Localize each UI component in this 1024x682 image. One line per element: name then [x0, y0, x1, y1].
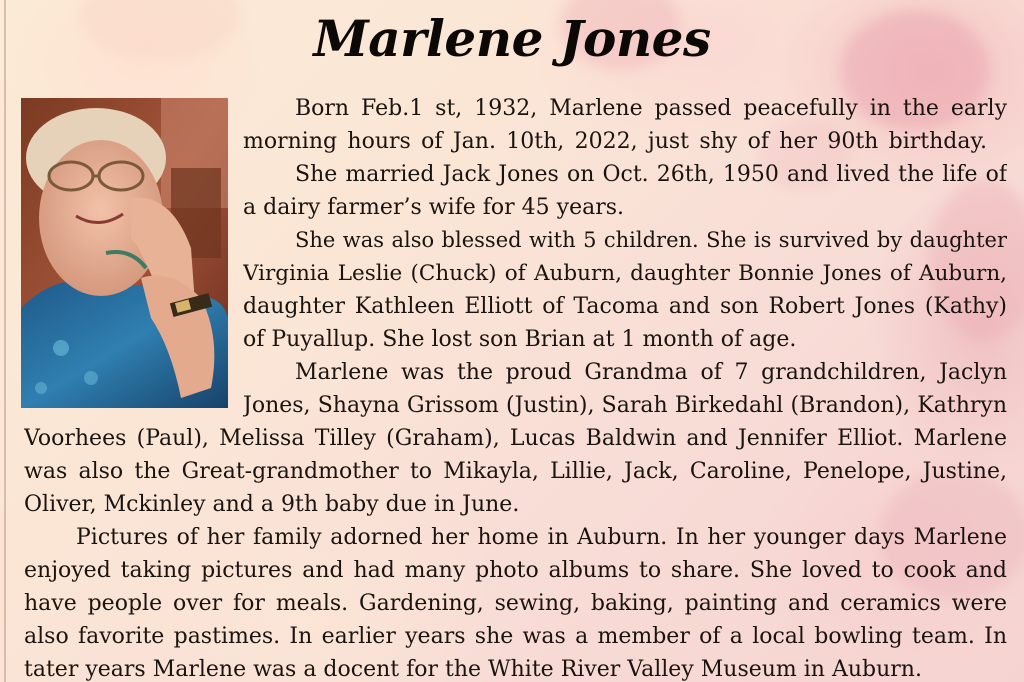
text-line: She was also blessed with 5 children. She is survived by daughter [295, 230, 1007, 252]
text-line: Pictures of her family adorned her home in Auburn. In her younger days Marlene [76, 527, 1007, 550]
text-line: was also the Great-grandmother to Mikayla, Lillie, Jack, Caroline, Penelope, Justine, [24, 461, 1007, 484]
text-line: of Puyallup. She lost son Brian at 1 month of age. [243, 327, 797, 352]
text-line: enjoyed taking pictures and had many photo albums to share. She loved to cook and [24, 560, 1007, 583]
text-line: Oliver, Mckinley and a 9th baby due in June. [24, 492, 520, 517]
text-line: a dairy farmer’s wife for 45 years. [243, 195, 625, 220]
text-line: Virginia Leslie (Chuck) of Auburn, daughter Bonnie Jones of Auburn, [243, 263, 1007, 286]
text-line: Marlene was the proud Grandma of 7 grandchildren, Jaclyn [295, 362, 1007, 385]
obituary-name: Marlene Jones [313, 9, 711, 68]
text-line: also favorite pastimes. In earlier years she was a member of a local bowling team. In [24, 626, 1007, 649]
text-line: daughter Kathleen Elliott of Tacoma and son Robert Jones (Kathy) [243, 296, 1007, 319]
text-line: Voorhees (Paul), Melissa Tilley (Graham), Lucas Baldwin and Jennifer Elliot. Marlene [24, 428, 1007, 451]
text-line: morning hours of Jan. 10th, 2022, just shy of her 90th birthday. [243, 131, 987, 154]
text-line: have people over for meals. Gardening, sewing, baking, painting and ceramics were [24, 593, 1007, 616]
text-line: Jones, Shayna Grissom (Justin), Sarah Birkedahl (Brandon), Kathryn [243, 395, 1007, 418]
text-line: tater years Marlene was a docent for the White River Valley Museum in Auburn. [24, 657, 922, 682]
text-line: Born Feb.1 st, 1932, Marlene passed peacefully in the early [295, 98, 1007, 121]
text-line: She married Jack Jones on Oct. 26th, 1950 and lived the life of [295, 164, 1007, 187]
